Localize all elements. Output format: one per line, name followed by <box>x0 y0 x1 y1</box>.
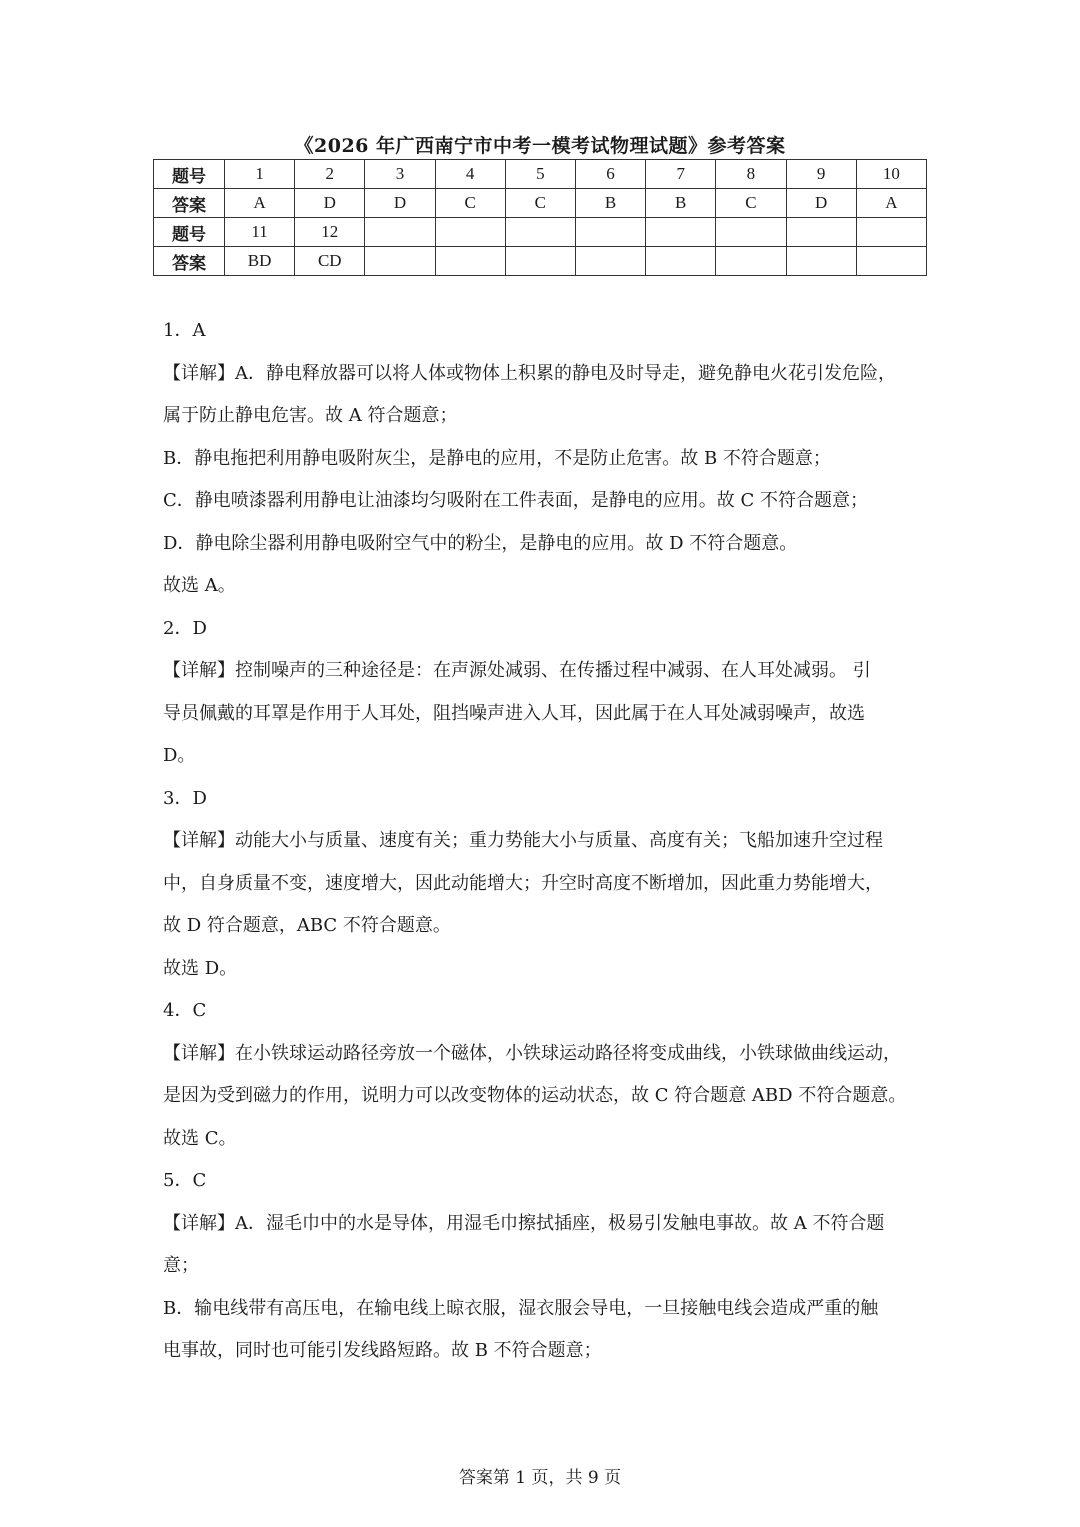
table-cell <box>435 218 505 247</box>
table-cell <box>575 247 645 276</box>
table-cell: 9 <box>786 160 856 189</box>
text-line: B．输电线带有高压电，在输电线上晾衣服，湿衣服会导电，一旦接触电线会造成严重的触 <box>163 1297 879 1319</box>
text-line: 1．A <box>163 320 206 341</box>
text-line: C．静电喷漆器利用静电让油漆均匀吸附在工件表面，是静电的应用。故 C 不符合题意； <box>163 490 868 511</box>
table-cell: C <box>716 189 786 218</box>
table-cell: 5 <box>505 160 575 189</box>
table-cell <box>856 218 926 247</box>
text-line: 【详解】在小铁球运动路径旁放一个磁体，小铁球运动路径将变成曲线，小铁球做曲线运动， <box>163 1042 901 1064</box>
table-cell <box>716 218 786 247</box>
table-cell: A <box>856 189 926 218</box>
text-line: 【详解】A．湿毛巾中的水是导体，用湿毛巾擦拭插座，极易引发触电事故。故 A 不符合题 <box>163 1212 885 1234</box>
table-cell <box>435 247 505 276</box>
text-line: 【详解】控制噪声的三种途径是：在声源处减弱、在传播过程中减弱、在人耳处减弱。 引 <box>163 660 871 681</box>
table-cell: 11 <box>225 218 295 247</box>
table-cell: B <box>646 189 716 218</box>
text-line: 故 D 符合题意，ABC 不符合题意。 <box>163 915 451 936</box>
text-line: 【详解】A．静电释放器可以将人体或物体上积累的静电及时导走，避免静电火花引发危险， <box>163 362 896 384</box>
row-header: 题号 <box>154 218 225 247</box>
table-cell: 6 <box>575 160 645 189</box>
table-cell: CD <box>295 247 365 276</box>
table-cell: 12 <box>295 218 365 247</box>
table-cell <box>646 247 716 276</box>
text-line: 是因为受到磁力的作用，说明力可以改变物体的运动状态，故 C 符合题意 ABD 不符合题意。 <box>163 1085 907 1106</box>
text-line: 5．C <box>163 1170 207 1191</box>
table-cell <box>786 218 856 247</box>
table-cell: A <box>225 189 295 218</box>
table-cell <box>505 218 575 247</box>
text-line: 故选 A。 <box>163 575 236 596</box>
table-cell: D <box>295 189 365 218</box>
text-line: 故选 D。 <box>163 957 238 979</box>
row-header: 答案 <box>154 189 225 218</box>
answer-table-row <box>154 160 927 189</box>
table-cell: D <box>365 189 435 218</box>
table-cell <box>716 247 786 276</box>
text-line: 意； <box>163 1255 199 1276</box>
page-title: 《2026 年广西南宁市中考一模考试物理试题》参考答案 <box>294 135 786 157</box>
answer-table-row <box>154 247 927 276</box>
text-line: 3．D <box>163 787 207 809</box>
table-cell: D <box>786 189 856 218</box>
table-cell <box>505 247 575 276</box>
table-cell: 10 <box>856 160 926 189</box>
table-cell: 7 <box>646 160 716 189</box>
table-cell: 8 <box>716 160 786 189</box>
table-cell <box>646 218 716 247</box>
answer-table-row <box>154 218 927 247</box>
text-line: 2．D <box>163 617 207 639</box>
text-line: 【详解】动能大小与质量、速度有关；重力势能大小与质量、高度有关；飞船加速升空过程 <box>163 830 883 851</box>
table-cell <box>365 218 435 247</box>
table-cell: C <box>435 189 505 218</box>
table-cell <box>856 247 926 276</box>
table-cell: BD <box>225 247 295 276</box>
row-header: 题号 <box>154 160 225 189</box>
page-footer: 答案第 1 页，共 9 页 <box>458 1468 622 1488</box>
table-cell: 2 <box>295 160 365 189</box>
text-line: 4．C <box>163 1000 207 1021</box>
table-cell <box>365 247 435 276</box>
table-cell: B <box>575 189 645 218</box>
table-cell: 1 <box>225 160 295 189</box>
text-line: 电事故，同时也可能引发线路短路。故 B 不符合题意； <box>163 1340 602 1361</box>
text-line: 导员佩戴的耳罩是作用于人耳处，阻挡噪声进入人耳，因此属于在人耳处减弱噪声，故选 <box>163 702 865 724</box>
table-cell: 3 <box>365 160 435 189</box>
table-cell <box>786 247 856 276</box>
table-cell: 4 <box>435 160 505 189</box>
answer-table <box>153 159 927 276</box>
text-line: D。 <box>163 745 196 766</box>
text-line: 属于防止静电危害。故 A 符合题意； <box>163 405 458 426</box>
text-line: 故选 C。 <box>163 1127 237 1149</box>
table-cell: C <box>505 189 575 218</box>
answer-explanations <box>163 310 925 1373</box>
answer-table-row <box>154 189 927 218</box>
text-line: D．静电除尘器利用静电吸附空气中的粉尘，是静电的应用。故 D 不符合题意。 <box>163 532 798 554</box>
text-line: B．静电拖把利用静电吸附灰尘，是静电的应用，不是防止危害。故 B 不符合题意； <box>163 447 831 469</box>
table-cell <box>575 218 645 247</box>
text-line: 中，自身质量不变，速度增大，因此动能增大；升空时高度不断增加，因此重力势能增大， <box>163 872 883 894</box>
row-header: 答案 <box>154 247 225 276</box>
